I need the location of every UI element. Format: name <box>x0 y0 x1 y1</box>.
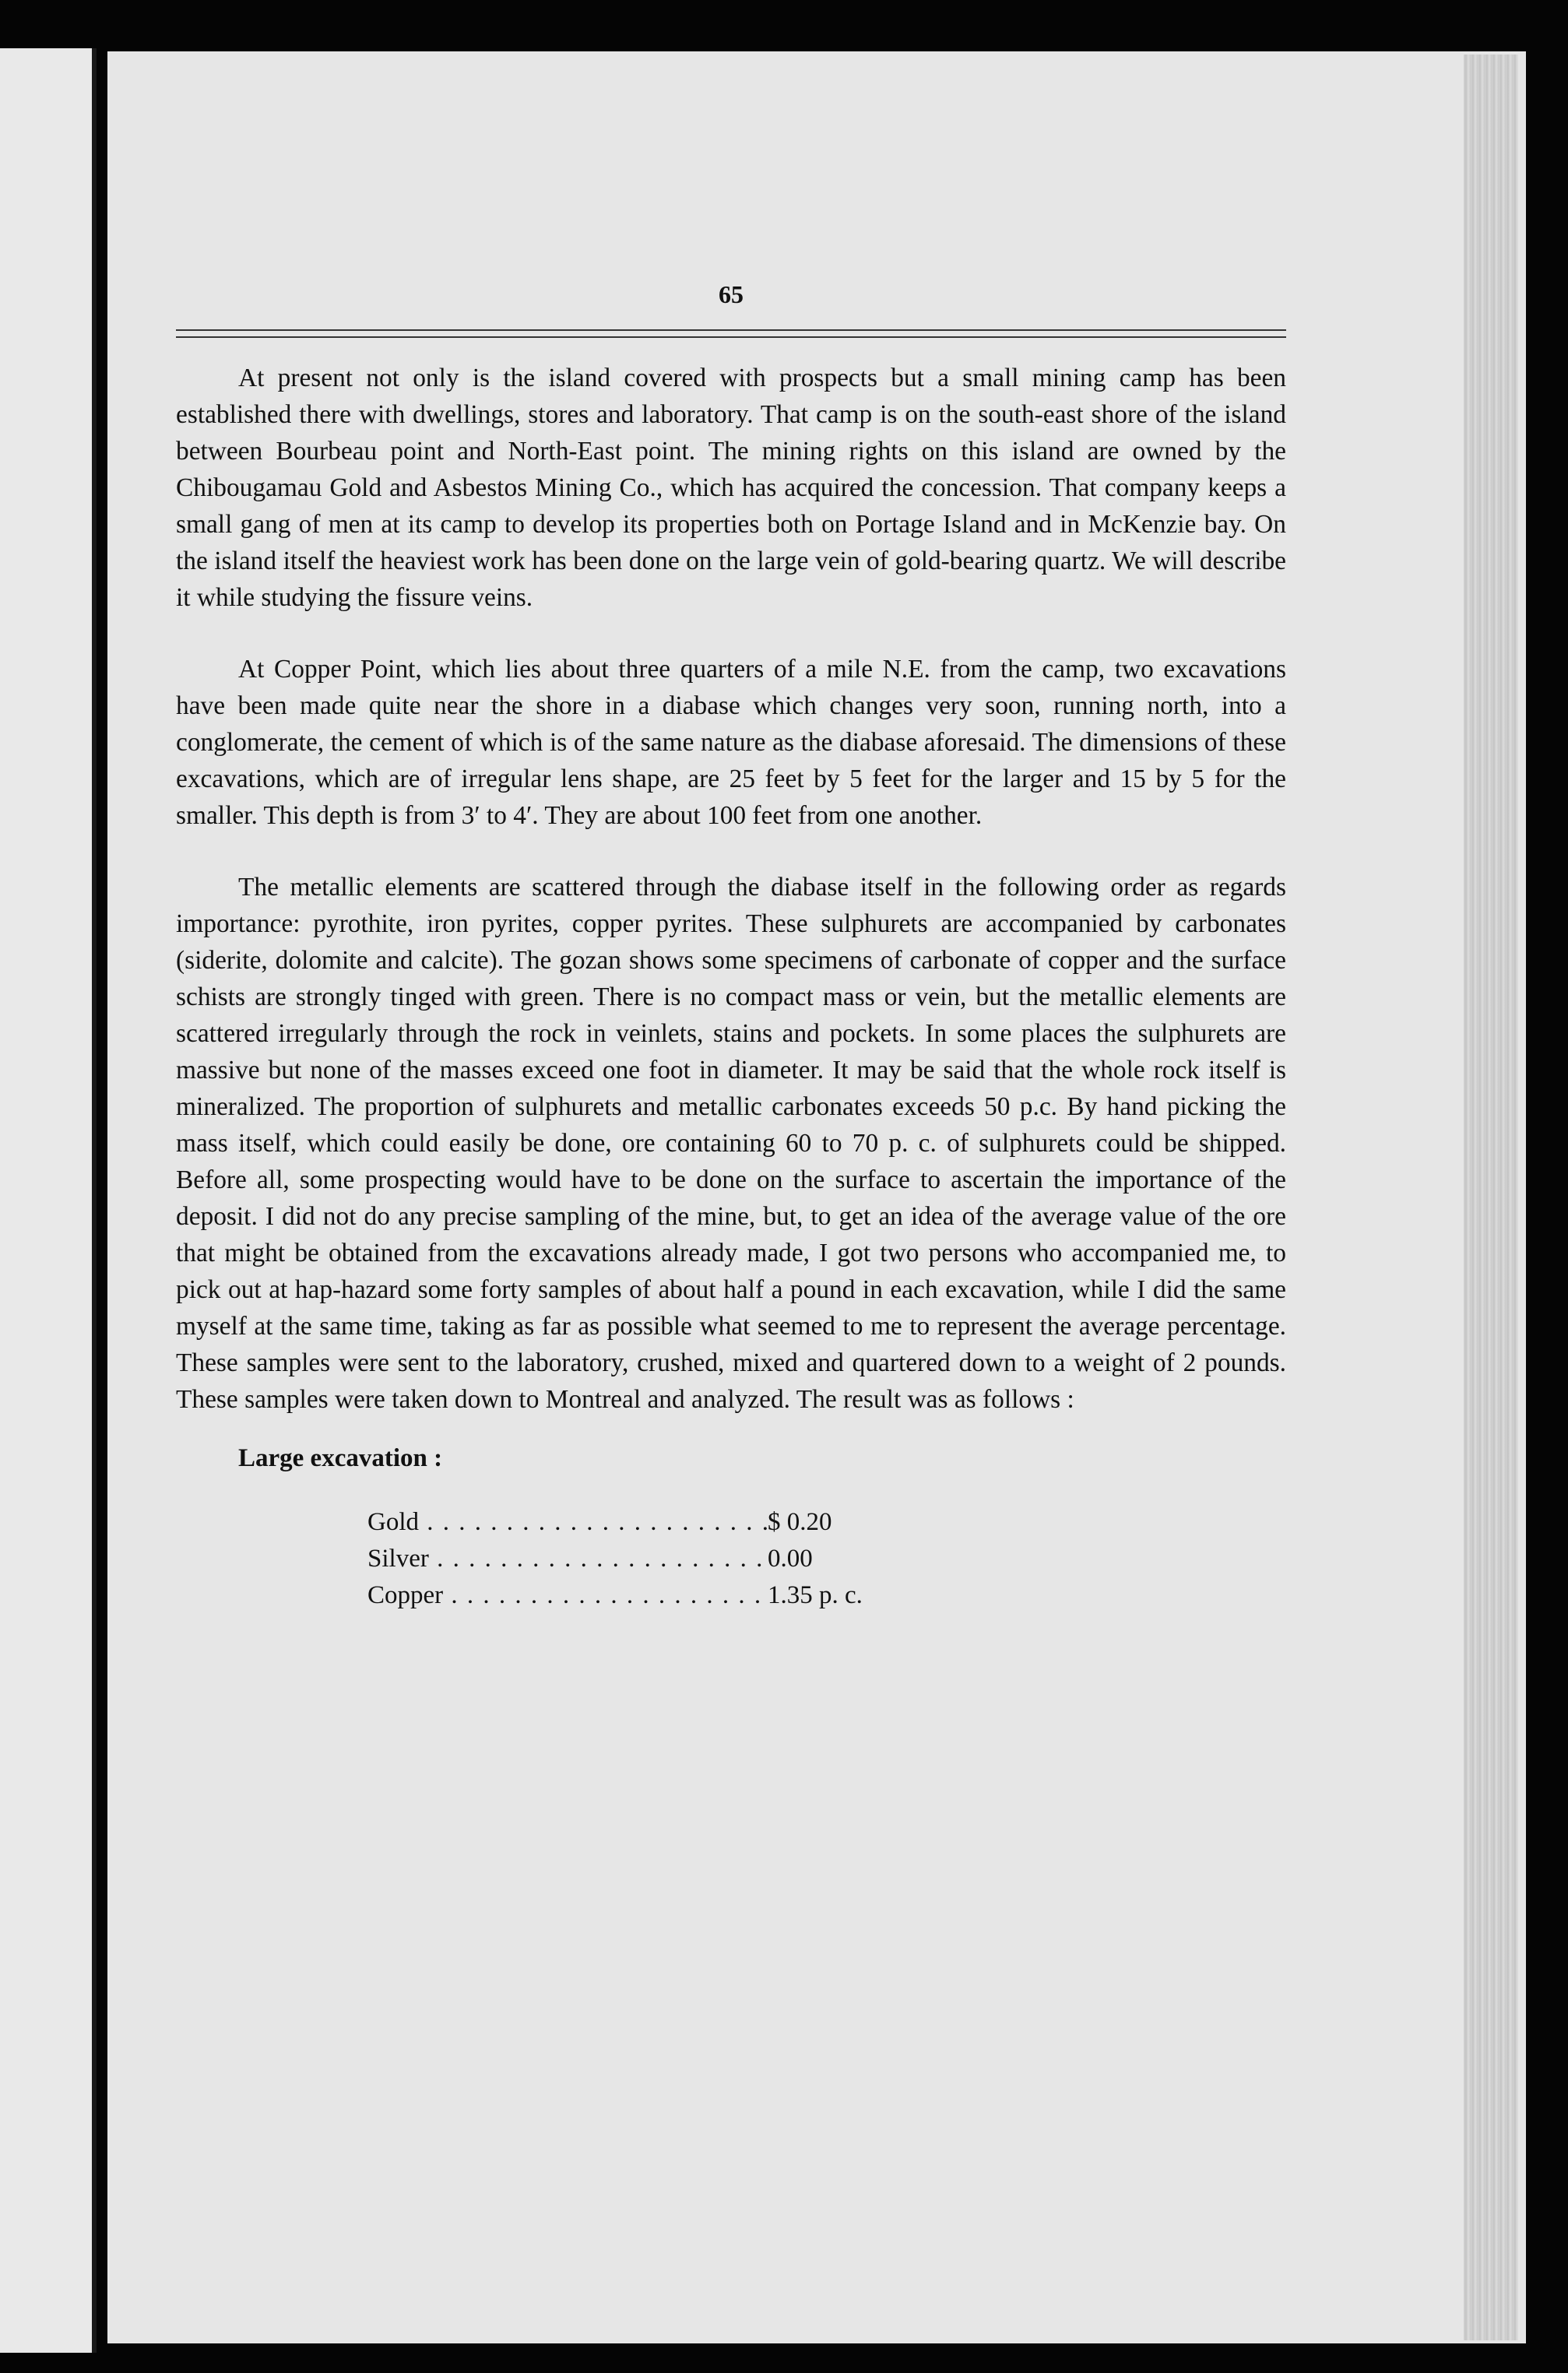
result-label: Silver . . . <box>367 1541 768 1577</box>
result-value: 1.35 p. c. <box>768 1581 863 1609</box>
previous-page-edge <box>0 48 97 2353</box>
page-content <box>176 280 1286 1614</box>
result-row-gold <box>367 1504 1286 1541</box>
page-stack-edge <box>1464 54 1518 2340</box>
result-label: Copper . . . <box>367 1577 768 1614</box>
paragraph-copper-point: At Copper Point, which lies about three quarters of a mile N.E. from the camp, two excavations have been made quite near the shore in a diabase which changes very soon, running north, into a conglomerate, the cement of which is of the same nature as the diabase aforesaid. The dimensions of these excavations, which are of irregular lens shape, are 25 feet by 5 feet for the larger and 15 by 5 for the smaller. This depth is from 3′ to 4′. They are about 100 feet from one another. <box>176 655 1286 830</box>
result-row-silver <box>367 1541 1286 1577</box>
section-heading: Large excavation : <box>238 1444 443 1472</box>
paragraph-island-camp: At present not only is the island covered with prospects but a small mining camp has been established there with dwellings, stores and laboratory. That camp is on the south-east shore of the island between Bourbeau point and North-East point. The mining rights on this island are owned by the Chibougamau Gold and Asbestos Mining Co., which has acquired the concession. That company keeps a small gang of men at its camp to develop its properties both on Portage Island and in McKenzie bay. On the island itself the heaviest work has been done on the large vein of gold-bearing quartz. We will describe it while studying the fissure veins. <box>176 364 1286 612</box>
result-label: Gold . . . <box>367 1504 768 1541</box>
header-rule <box>176 329 1286 338</box>
assay-results <box>367 1504 1286 1614</box>
paragraph-metallic-elements: The metallic elements are scattered through the diabase itself in the following order as regards importance: pyrothite, iron pyrites, copper pyrites. These sulphurets are accompanied by carbonates (siderite, dolomite and calcite). The gozan shows some specimens of carbonate of copper and the surface schists are strongly tinged with green. There is no compact mass or vein, but the metallic elements are scattered irregularly through the rock in veinlets, stains and pockets. In some places the sulphurets are massive but none of the masses exceed one foot in diameter. It may be said that the whole rock itself is mineralized. The proportion of sulphurets and metallic carbonates exceeds 50 p.c. By hand picking the mass itself, which could easily be done, ore containing 60 to 70 p. c. of sulphurets could be shipped. Before all, some prospecting would have to be done on the surface to ascertain the importance of the deposit. I did not do any precise sampling of the mine, but, to get an idea of the average value of the ore that might be obtained from the excavations already made, I got two persons who accompanied me, to pick out at hap-hazard some forty samples of about half a pound in each excavation, while I did the same myself at the same time, taking as far as possible what seemed to me to represent the average percentage. These samples were sent to the laboratory, crushed, mixed and quartered down to a weight of 2 pounds. These samples were taken down to Montreal and analyzed. The result was as follows : <box>176 873 1286 1414</box>
page-number: 65 <box>719 280 744 308</box>
result-value: $ 0.20 <box>768 1508 832 1536</box>
result-row-copper <box>367 1577 1286 1614</box>
result-value: 0.00 <box>768 1545 813 1573</box>
